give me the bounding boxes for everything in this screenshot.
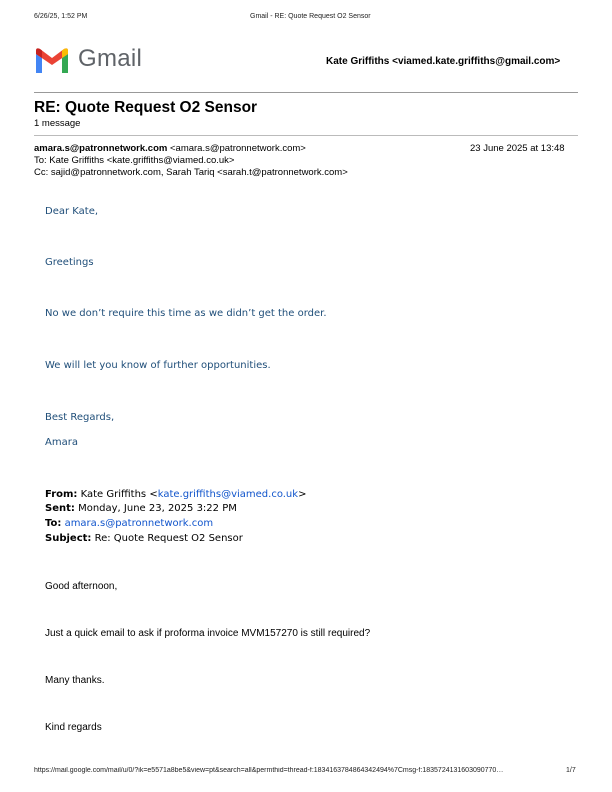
gmail-logo-icon[interactable] — [34, 47, 70, 75]
quoted-greeting: Good afternoon, — [45, 581, 118, 592]
quoted-from — [45, 489, 306, 500]
body-signature: Amara — [45, 437, 78, 448]
quoted-subject-label: Subject: — [45, 533, 92, 544]
quoted-sent — [45, 503, 237, 514]
gmail-logo-text: Gmail — [78, 45, 143, 72]
quoted-from-email-link[interactable]: kate.griffiths@viamed.co.uk — [157, 489, 299, 500]
quoted-subject — [45, 533, 243, 544]
quoted-to — [45, 518, 213, 529]
quoted-sent-label: Sent: — [45, 503, 75, 514]
print-page-title: Gmail - RE: Quote Request O2 Sensor — [250, 13, 371, 20]
quoted-sent-value: Monday, June 23, 2025 3:22 PM — [74, 503, 237, 514]
account-label: Kate Griffiths <viamed.kate.griffiths@gmail.com> — [326, 56, 561, 67]
body-greetings: Greetings — [45, 257, 94, 268]
message-to: To: Kate Griffiths <kate.griffiths@viamed.co.uk> — [34, 155, 235, 166]
message-from — [34, 143, 306, 154]
quoted-from-close: > — [298, 489, 307, 500]
body-line-1: No we don’t require this time as we didn’t get the order. — [45, 308, 327, 319]
sender-email[interactable]: amara.s@patronnetwork.com — [34, 143, 168, 154]
body-line-2: We will let you know of further opportunities. — [45, 360, 271, 371]
print-datetime: 6/26/25, 1:52 PM — [34, 13, 88, 20]
body-greeting: Dear Kate, — [45, 206, 99, 217]
quoted-from-label: From: — [45, 489, 78, 500]
thread-subject: RE: Quote Request O2 Sensor — [34, 99, 258, 116]
quoted-to-label: To: — [45, 518, 62, 529]
header-divider — [34, 92, 578, 93]
quoted-closing: Kind regards — [45, 722, 102, 733]
footer-url: https://mail.google.com/mail/u/0/?ik=e5571a8be5&view=pt&search=all&permthid=thread-f:1834163784864342494%7Cmsg-f:1835724131603090770… — [34, 767, 504, 774]
sender-rest: <amara.s@patronnetwork.com> — [167, 143, 306, 154]
message-date: 23 June 2025 at 13:48 — [470, 143, 565, 154]
message-cc: Cc: sajid@patronnetwork.com, Sarah Tariq <sarah.t@patronnetwork.com> — [34, 167, 348, 178]
body-regards: Best Regards, — [45, 412, 115, 423]
quoted-thanks: Many thanks. — [45, 675, 105, 686]
quoted-subject-value: Re: Quote Request O2 Sensor — [91, 533, 243, 544]
quoted-from-name: Kate Griffiths < — [77, 489, 158, 500]
quoted-to-email-link[interactable]: amara.s@patronnetwork.com — [64, 518, 214, 529]
subject-divider — [34, 135, 578, 136]
footer-page-number: 1/7 — [566, 767, 576, 774]
quoted-line-1: Just a quick email to ask if proforma invoice MVM157270 is still required? — [45, 628, 371, 639]
message-count: 1 message — [34, 118, 81, 129]
